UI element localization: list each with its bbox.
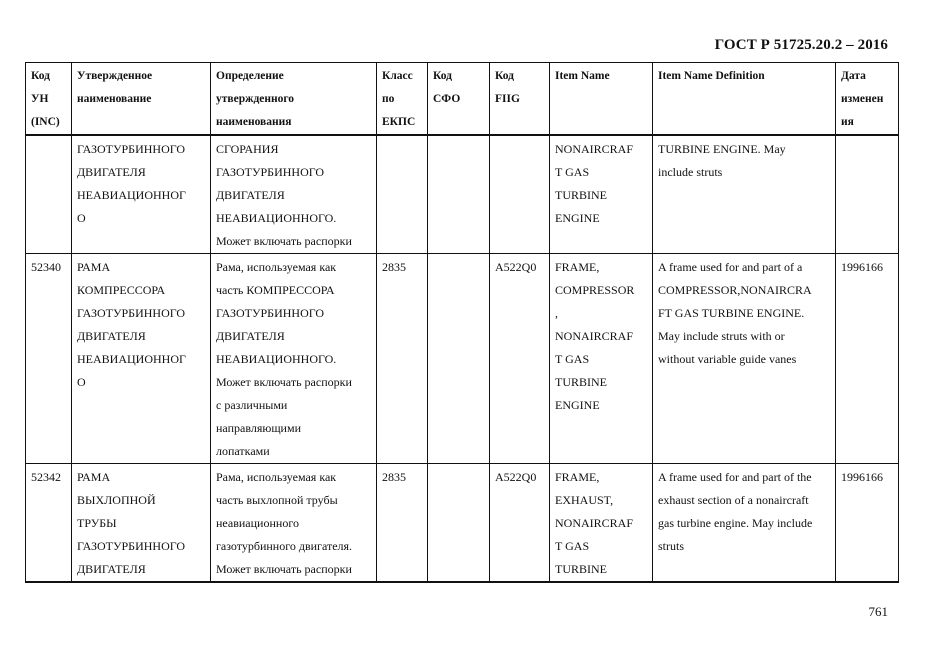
cell-class-ekps [377, 135, 428, 254]
col-header-approved-name: Утвержденное наименование [72, 63, 211, 136]
cell-item-name-definition: A frame used for and part of the exhaust section of a nonaircraft gas turbine engine. May include struts [653, 464, 836, 583]
cell-code-fiig: A522Q0 [490, 464, 550, 583]
col-header-definition: Определение утвержденного наименования [211, 63, 377, 136]
col-header-code-sfo: Код СФО [428, 63, 490, 136]
col-header-item-name: Item Name [550, 63, 653, 136]
cell-date: 1996166 [836, 464, 899, 583]
cell-code: 52340 [26, 254, 72, 464]
cell-definition: СГОРАНИЯ ГАЗОТУРБИННОГО ДВИГАТЕЛЯ НЕАВИАЦИОННОГО. Может включать распорки [211, 135, 377, 254]
cell-definition: Рама, используемая как часть КОМПРЕССОРА ГАЗОТУРБИННОГО ДВИГАТЕЛЯ НЕАВИАЦИОННОГО. Может включать распорки с различными направляющими лопатками [211, 254, 377, 464]
table-row [26, 254, 899, 464]
cell-approved-name: РАМА КОМПРЕССОРА ГАЗОТУРБИННОГО ДВИГАТЕЛЯ НЕАВИАЦИОННОГ О [72, 254, 211, 464]
table-row [26, 135, 899, 254]
cell-code-sfo [428, 464, 490, 583]
col-header-code: Код УН (INC) [26, 63, 72, 136]
col-header-class-ekps: Класс по ЕКПС [377, 63, 428, 136]
cell-code-sfo [428, 254, 490, 464]
cell-definition: Рама, используемая как часть выхлопной трубы неавиационного газотурбинного двигателя. Может включать распорки [211, 464, 377, 583]
cell-code: 52342 [26, 464, 72, 583]
cell-code-fiig: A522Q0 [490, 254, 550, 464]
cell-item-name: FRAME, COMPRESSOR , NONAIRCRAF T GAS TURBINE ENGINE [550, 254, 653, 464]
page-number: 761 [868, 604, 888, 619]
cell-item-name: NONAIRCRAF T GAS TURBINE ENGINE [550, 135, 653, 254]
cell-class-ekps: 2835 [377, 254, 428, 464]
cell-approved-name: РАМА ВЫХЛОПНОЙ ТРУБЫ ГАЗОТУРБИННОГО ДВИГАТЕЛЯ [72, 464, 211, 583]
cell-item-name-definition: TURBINE ENGINE. May include struts [653, 135, 836, 254]
cell-code-sfo [428, 135, 490, 254]
cell-code-fiig [490, 135, 550, 254]
cell-date [836, 135, 899, 254]
cell-code [26, 135, 72, 254]
col-header-item-name-definition: Item Name Definition [653, 63, 836, 136]
table-row [26, 464, 899, 583]
catalog-table [25, 62, 899, 583]
cell-item-name-definition: A frame used for and part of a COMPRESSOR,NONAIRCRA FT GAS TURBINE ENGINE. May include struts with or without variable guide vanes [653, 254, 836, 464]
cell-class-ekps: 2835 [377, 464, 428, 583]
standard-designation: ГОСТ Р 51725.20.2 – 2016 [714, 37, 888, 53]
cell-date: 1996166 [836, 254, 899, 464]
col-header-date: Дата изменен ия [836, 63, 899, 136]
cell-item-name: FRAME, EXHAUST, NONAIRCRAF T GAS TURBINE [550, 464, 653, 583]
table-header-row [26, 63, 899, 136]
cell-approved-name: ГАЗОТУРБИННОГО ДВИГАТЕЛЯ НЕАВИАЦИОННОГ О [72, 135, 211, 254]
col-header-code-fiig: Код FIIG [490, 63, 550, 136]
